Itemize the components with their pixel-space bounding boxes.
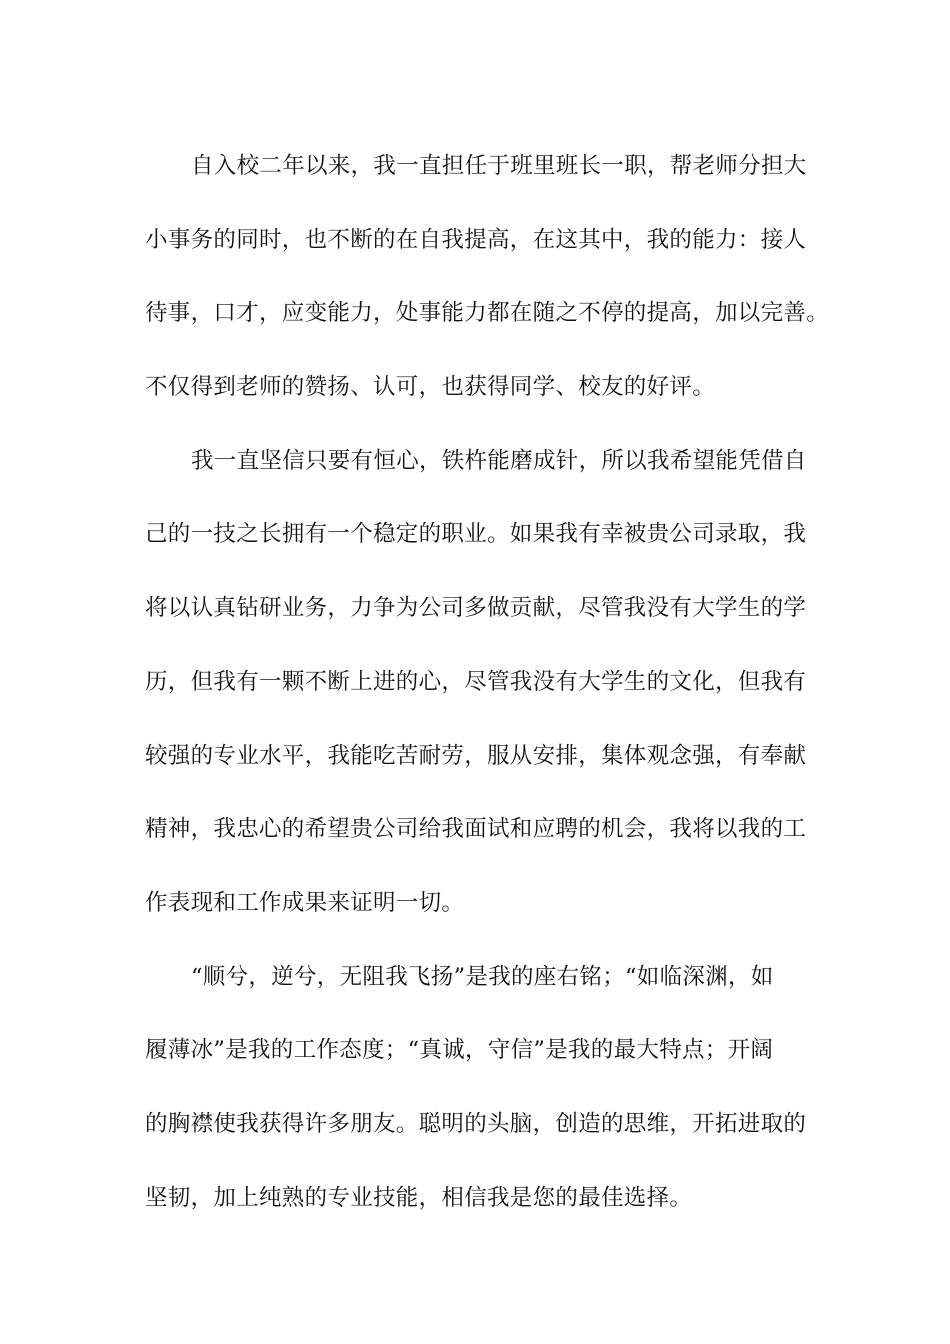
text-line: 履薄冰”是我的工作态度；“真诚，守信”是我的最大特点；开阔	[145, 1037, 774, 1064]
paragraph-1	[145, 130, 830, 425]
text-line: 历，但我有一颗不断上进的心，尽管我没有大学生的文化，但我有	[145, 668, 807, 695]
text-line: 坚韧，加上纯熟的专业技能，相信我是您的最佳选择。	[145, 1184, 693, 1211]
paragraph-3	[145, 941, 810, 1236]
text-line: 的胸襟使我获得许多朋友。聪明的头脑，创造的思维，开拓进取的	[145, 1110, 807, 1137]
text-line: 小事务的同时，也不断的在自我提高，在这其中，我的能力：接人	[145, 226, 807, 253]
text-line: 自入校二年以来，我一直担任于班里班长一职，帮老师分担大	[191, 153, 807, 179]
text-line: 精神，我忠心的希望贵公司给我面试和应聘的机会，我将以我的工	[145, 816, 807, 843]
paragraph-2	[145, 425, 810, 941]
text-line: 待事，口才，应变能力，处事能力都在随之不停的提高，加以完善。	[145, 300, 830, 327]
text-line: 不仅得到老师的赞扬、认可，也获得同学、校友的好评。	[145, 374, 716, 401]
text-line: 作表现和工作成果来证明一切。	[145, 889, 465, 916]
text-line: 将以认真钻研业务，力争为公司多做贡献，尽管我没有大学生的学	[145, 595, 807, 622]
text-line: “顺兮，逆兮，无阻我飞扬”是我的座右铭；“如临深渊，如	[191, 963, 774, 990]
text-line: 较强的专业水平，我能吃苦耐劳，服从安排，集体观念强，有奉献	[145, 742, 807, 769]
text-line: 我一直坚信只要有恒心，铁杵能磨成针，所以我希望能凭借自	[191, 447, 807, 474]
document-body	[145, 130, 830, 1235]
text-line: 己的一技之长拥有一个稳定的职业。如果我有幸被贵公司录取，我	[145, 521, 807, 548]
